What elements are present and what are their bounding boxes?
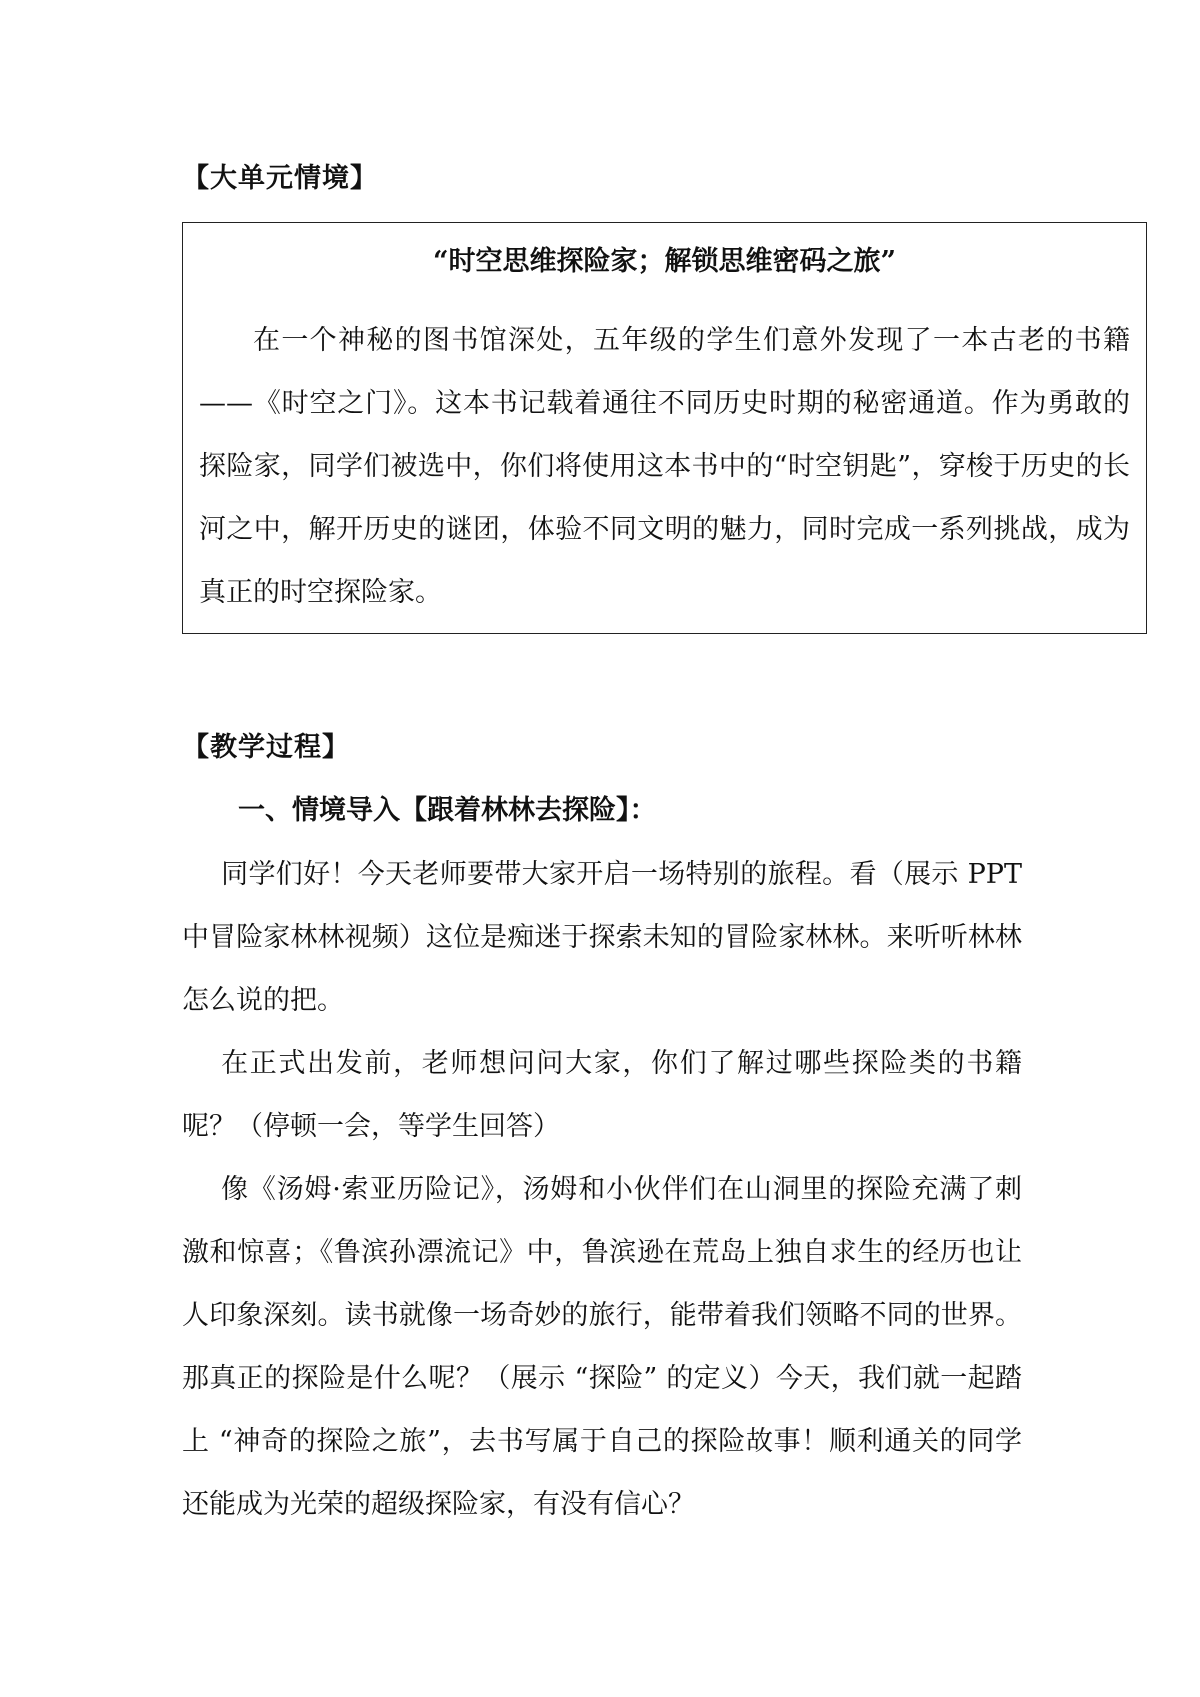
process-paragraph-1: 同学们好！今天老师要带大家开启一场特别的旅程。看（展示 PPT 中冒险家林林视频）这位是痴迷于探索未知的冒险家林林。来听听林林怎么说的把。 [182,859,1022,1016]
scenario-title: “时空思维探险家；解锁思维密码之旅” [432,246,897,277]
scenario-text [199,309,1130,624]
scenario-box [182,222,1147,634]
process-paragraph-2: 在正式出发前，老师想问问大家，你们了解过哪些探险类的书籍呢？（停顿一会，等学生回答） [182,1048,1022,1142]
scenario-paragraph: 在一个神秘的图书馆深处，五年级的学生们意外发现了一本古老的书籍——《时空之门》。这本书记载着通往不同历史时期的秘密通道。作为勇敢的探险家，同学们被选中，你们将使用这本书中的“时空钥匙”，穿梭于历史的长河之中，解开历史的谜团，体验不同文明的魅力，同时完成一系列挑战，成为真正的时空探险家。 [199,325,1130,608]
process-body [182,843,1022,1536]
process-heading: 【教学过程】 [182,732,350,763]
scenario-heading: 【大单元情境】 [182,163,378,194]
process-paragraph-3: 像《汤姆·索亚历险记》，汤姆和小伙伴们在山洞里的探险充满了刺激和惊喜；《鲁滨孙漂流记》中，鲁滨逊在荒岛上独自求生的经历也让人印象深刻。读书就像一场奇妙的旅行，能带着我们领略不同的世界。那真正的探险是什么呢？（展示 “探险” 的定义）今天，我们就一起踏上 “神奇的探险之旅”，去书写属于自己的探险故事！顺利通关的同学还能成为光荣的超级探险家，有没有信心？ [182,1174,1022,1520]
section-title: 一、情境导入【跟着林林去探险】： [238,795,657,826]
